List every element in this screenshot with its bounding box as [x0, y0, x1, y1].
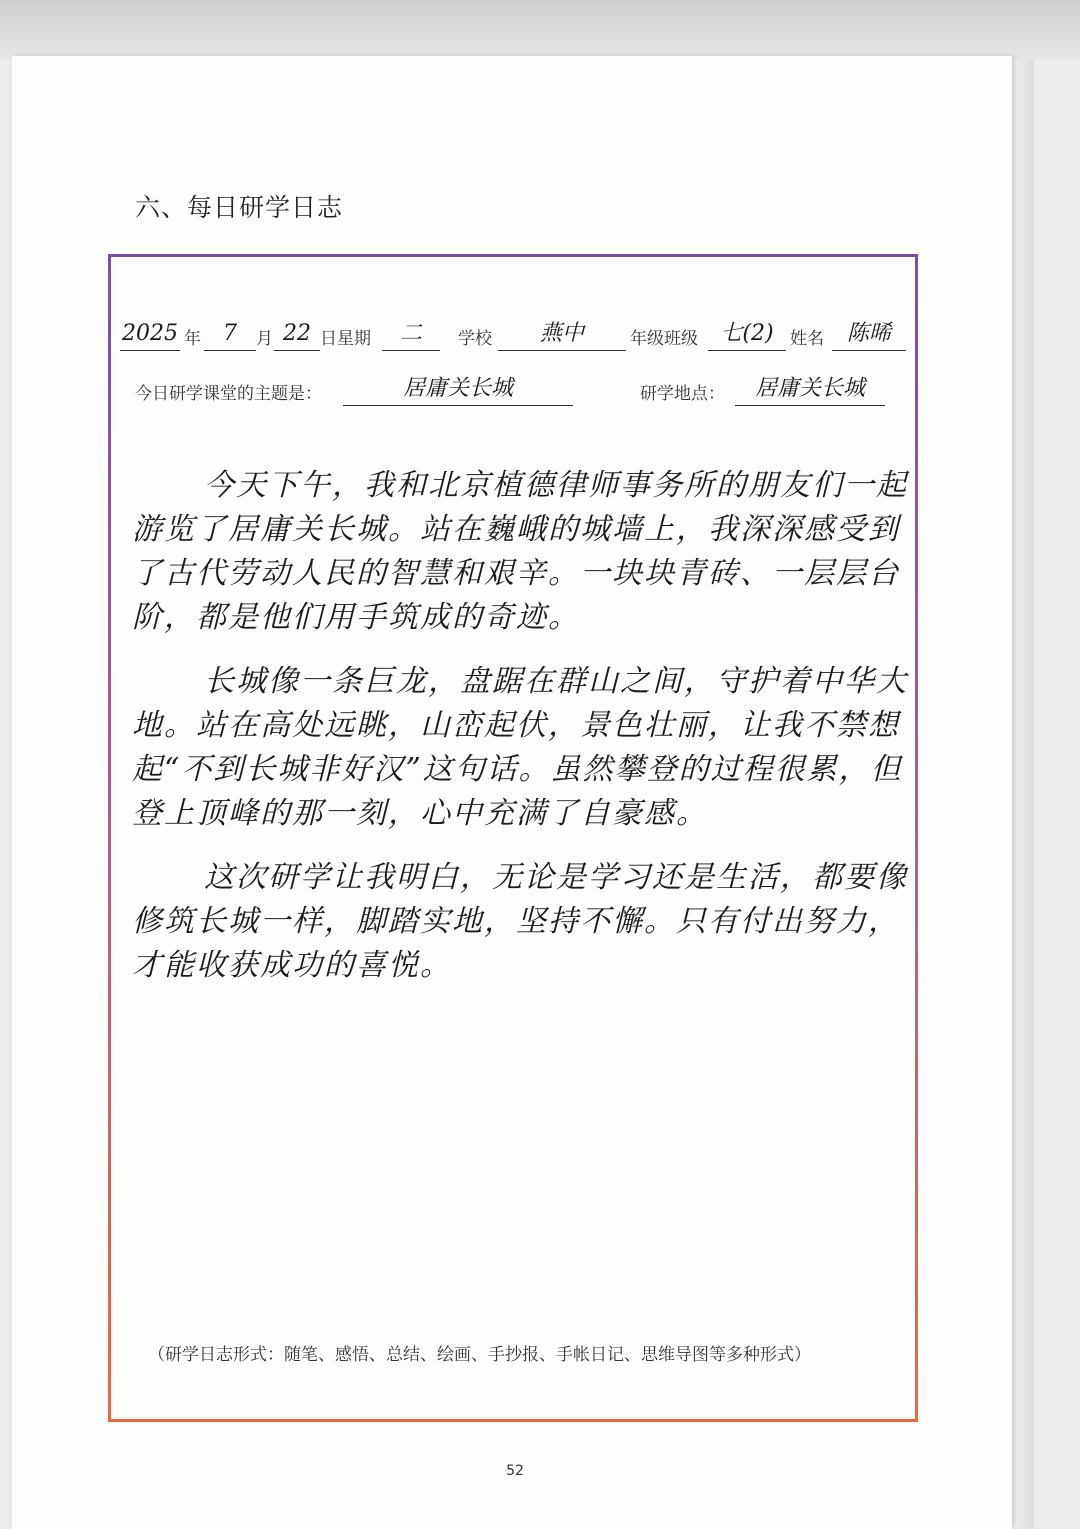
- page-number: 52: [506, 1463, 524, 1479]
- grade-label: 年级班级: [630, 329, 698, 349]
- grade-value: 七(2): [708, 318, 786, 351]
- journal-body: [132, 464, 912, 1008]
- journal-paragraph: 长城像一条巨龙，盘踞在群山之间，守护着中华大地。站在高处远眺，山峦起伏，景色壮丽，让我不禁想起“不到长城非好汉”这句话。虽然攀登的过程很累，但登上顶峰的那一刻，心中充满了自豪感。: [132, 664, 908, 831]
- location-label: 研学地点：: [640, 384, 725, 404]
- section-title: 六、每日研学日志: [135, 193, 344, 222]
- theme-location-row: [135, 373, 905, 413]
- theme-value: 居庸关长城: [343, 373, 573, 406]
- school-value: 燕中: [498, 318, 626, 351]
- year-value: 2025: [120, 318, 180, 351]
- date-school-row: [120, 318, 910, 358]
- day-value: 22: [274, 318, 320, 351]
- weekday-value: 二: [382, 318, 440, 351]
- name-value: 陈晞: [832, 318, 906, 351]
- school-label: 学校: [458, 329, 492, 349]
- month-value: 7: [204, 318, 256, 351]
- journal-format-note: （研学日志形式：随笔、感悟、总结、绘画、手抄报、手帐日记、思维导图等多种形式）: [148, 1345, 811, 1365]
- month-label: 月: [256, 329, 273, 349]
- location-value: 居庸关长城: [735, 373, 885, 406]
- name-label: 姓名: [790, 329, 824, 349]
- journal-paragraph: 今天下午，我和北京植德律师事务所的朋友们一起游览了居庸关长城。站在巍峨的城墙上，我深深感受到了古代劳动人民的智慧和艰辛。一块块青砖、一层层台阶，都是他们用手筑成的奇迹。: [132, 468, 908, 635]
- theme-label: 今日研学课堂的主题是：: [135, 384, 322, 404]
- scan-background: [0, 0, 1080, 60]
- year-label: 年: [184, 329, 201, 349]
- day-label: 日星期: [320, 329, 371, 349]
- journal-paragraph: 这次研学让我明白，无论是学习还是生活，都要像修筑长城一样，脚踏实地，坚持不懈。只有付出努力，才能收获成功的喜悦。: [132, 860, 908, 983]
